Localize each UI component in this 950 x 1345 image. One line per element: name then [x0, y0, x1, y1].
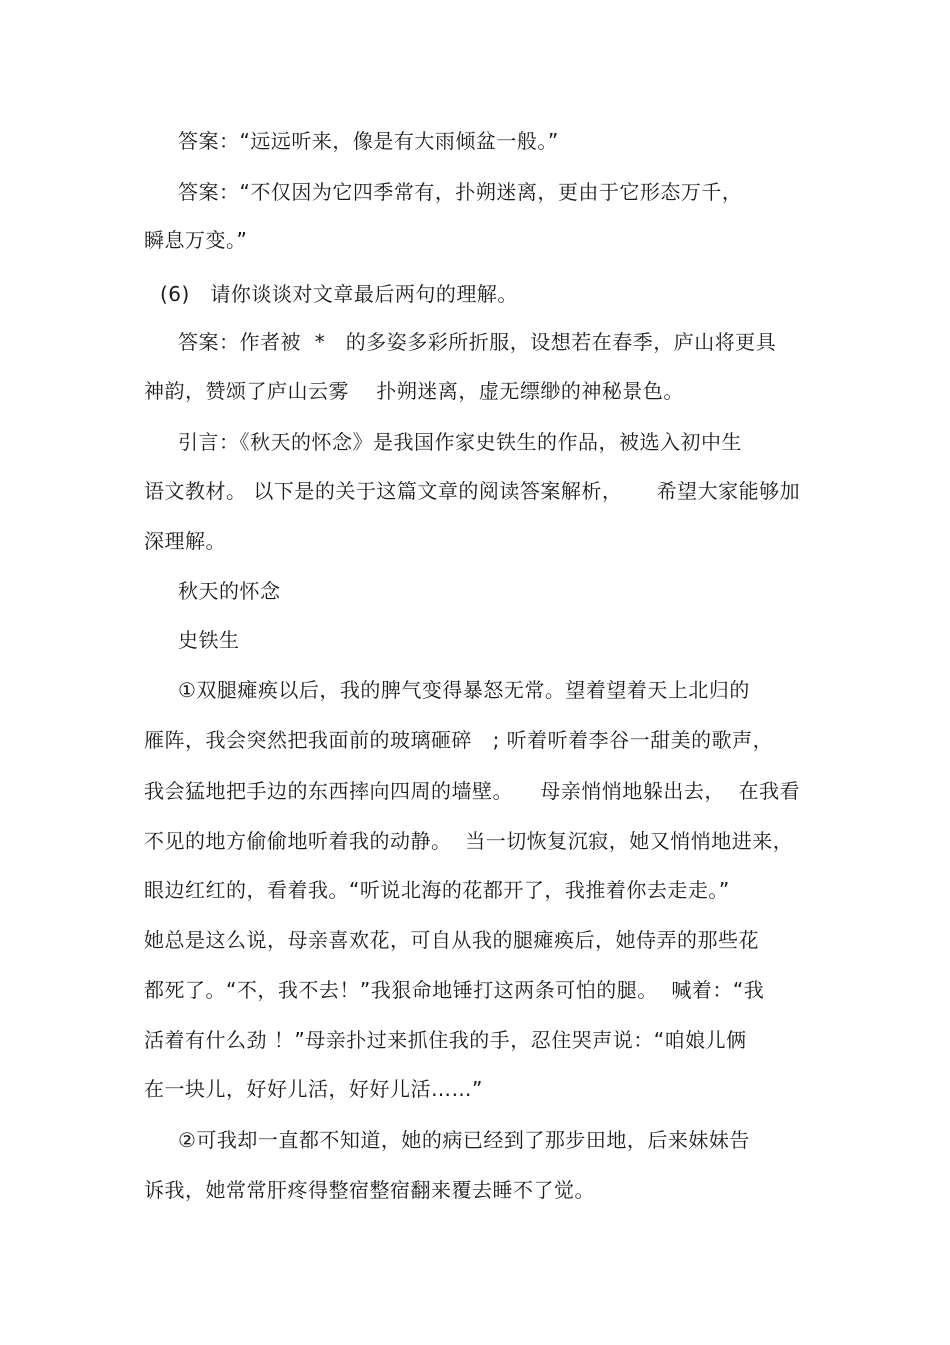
paragraph-1-line-6: 她总是这么说，母亲喜欢花，可自从我的腿瘫痪后，她侍弄的那些花 — [144, 928, 759, 952]
answer-line-2-continued: 瞬息万变。” — [144, 228, 248, 252]
paragraph-1-line-9: 在一块儿，好好儿活，好好儿活……” — [144, 1077, 483, 1101]
answer-line-3-continued: 神韵，赞颂了庐山云雾 扑朔迷离，虚无缥缈的神秘景色。 — [144, 379, 684, 403]
paragraph-1-line-2: 雁阵，我会突然把我面前的玻璃砸碎 ; 听着听着李谷一甜美的歌声， — [144, 728, 774, 752]
question-6: (6) 请你谈谈对文章最后两句的理解。 — [160, 282, 518, 306]
answer-line-1: 答案：“远远听来，像是有大雨倾盆一般。” — [178, 129, 559, 153]
paragraph-2-line-1: ②可我却一直都不知道，她的病已经到了那步田地，后来妹妹告 — [178, 1128, 750, 1152]
paragraph-1-line-7: 都死了。“不，我不去！”我狠命地锤打这两条可怕的腿。 喊着：“我 — [144, 978, 765, 1002]
paragraph-1-line-5: 眼边红红的，看着我。“听说北海的花都开了，我推着你去走走。” — [144, 878, 730, 902]
intro-paragraph-line-3: 深理解。 — [144, 529, 226, 553]
answer-line-2: 答案：“不仅因为它四季常有，扑朔迷离，更由于它形态万千， — [178, 180, 743, 204]
paragraph-2-line-2: 诉我，她常常肝疼得整宿整宿翻来覆去睡不了觉。 — [144, 1178, 595, 1202]
paragraph-1-line-4: 不见的地方偷偷地听着我的动静。 当一切恢复沉寂，她又悄悄地进来， — [144, 829, 794, 853]
intro-paragraph-line-1: 引言：《秋天的怀念》是我国作家史铁生的作品，被选入初中生 — [178, 430, 742, 454]
article-author: 史铁生 — [178, 628, 240, 652]
paragraph-1-line-3: 我会猛地把手边的东西摔向四周的墙壁。 母亲悄悄地躲出去， 在我看 — [144, 779, 801, 803]
paragraph-1-line-8: 活着有什么劲 ！”母亲扑过来抓住我的手，忍住哭声说：“咱娘儿俩 — [144, 1028, 747, 1052]
paragraph-1-line-1: ①双腿瘫痪以后，我的脾气变得暴怒无常。望着望着天上北归的 — [178, 678, 750, 702]
answer-line-3: 答案：作者被 * 的多姿多彩所折服，设想若在春季，庐山将更具 — [178, 330, 777, 354]
intro-paragraph-line-2: 语文教材。 以下是的关于这篇文章的阅读答案解析， 希望大家能够加 — [144, 479, 801, 503]
article-title: 秋天的怀念 — [178, 579, 281, 603]
